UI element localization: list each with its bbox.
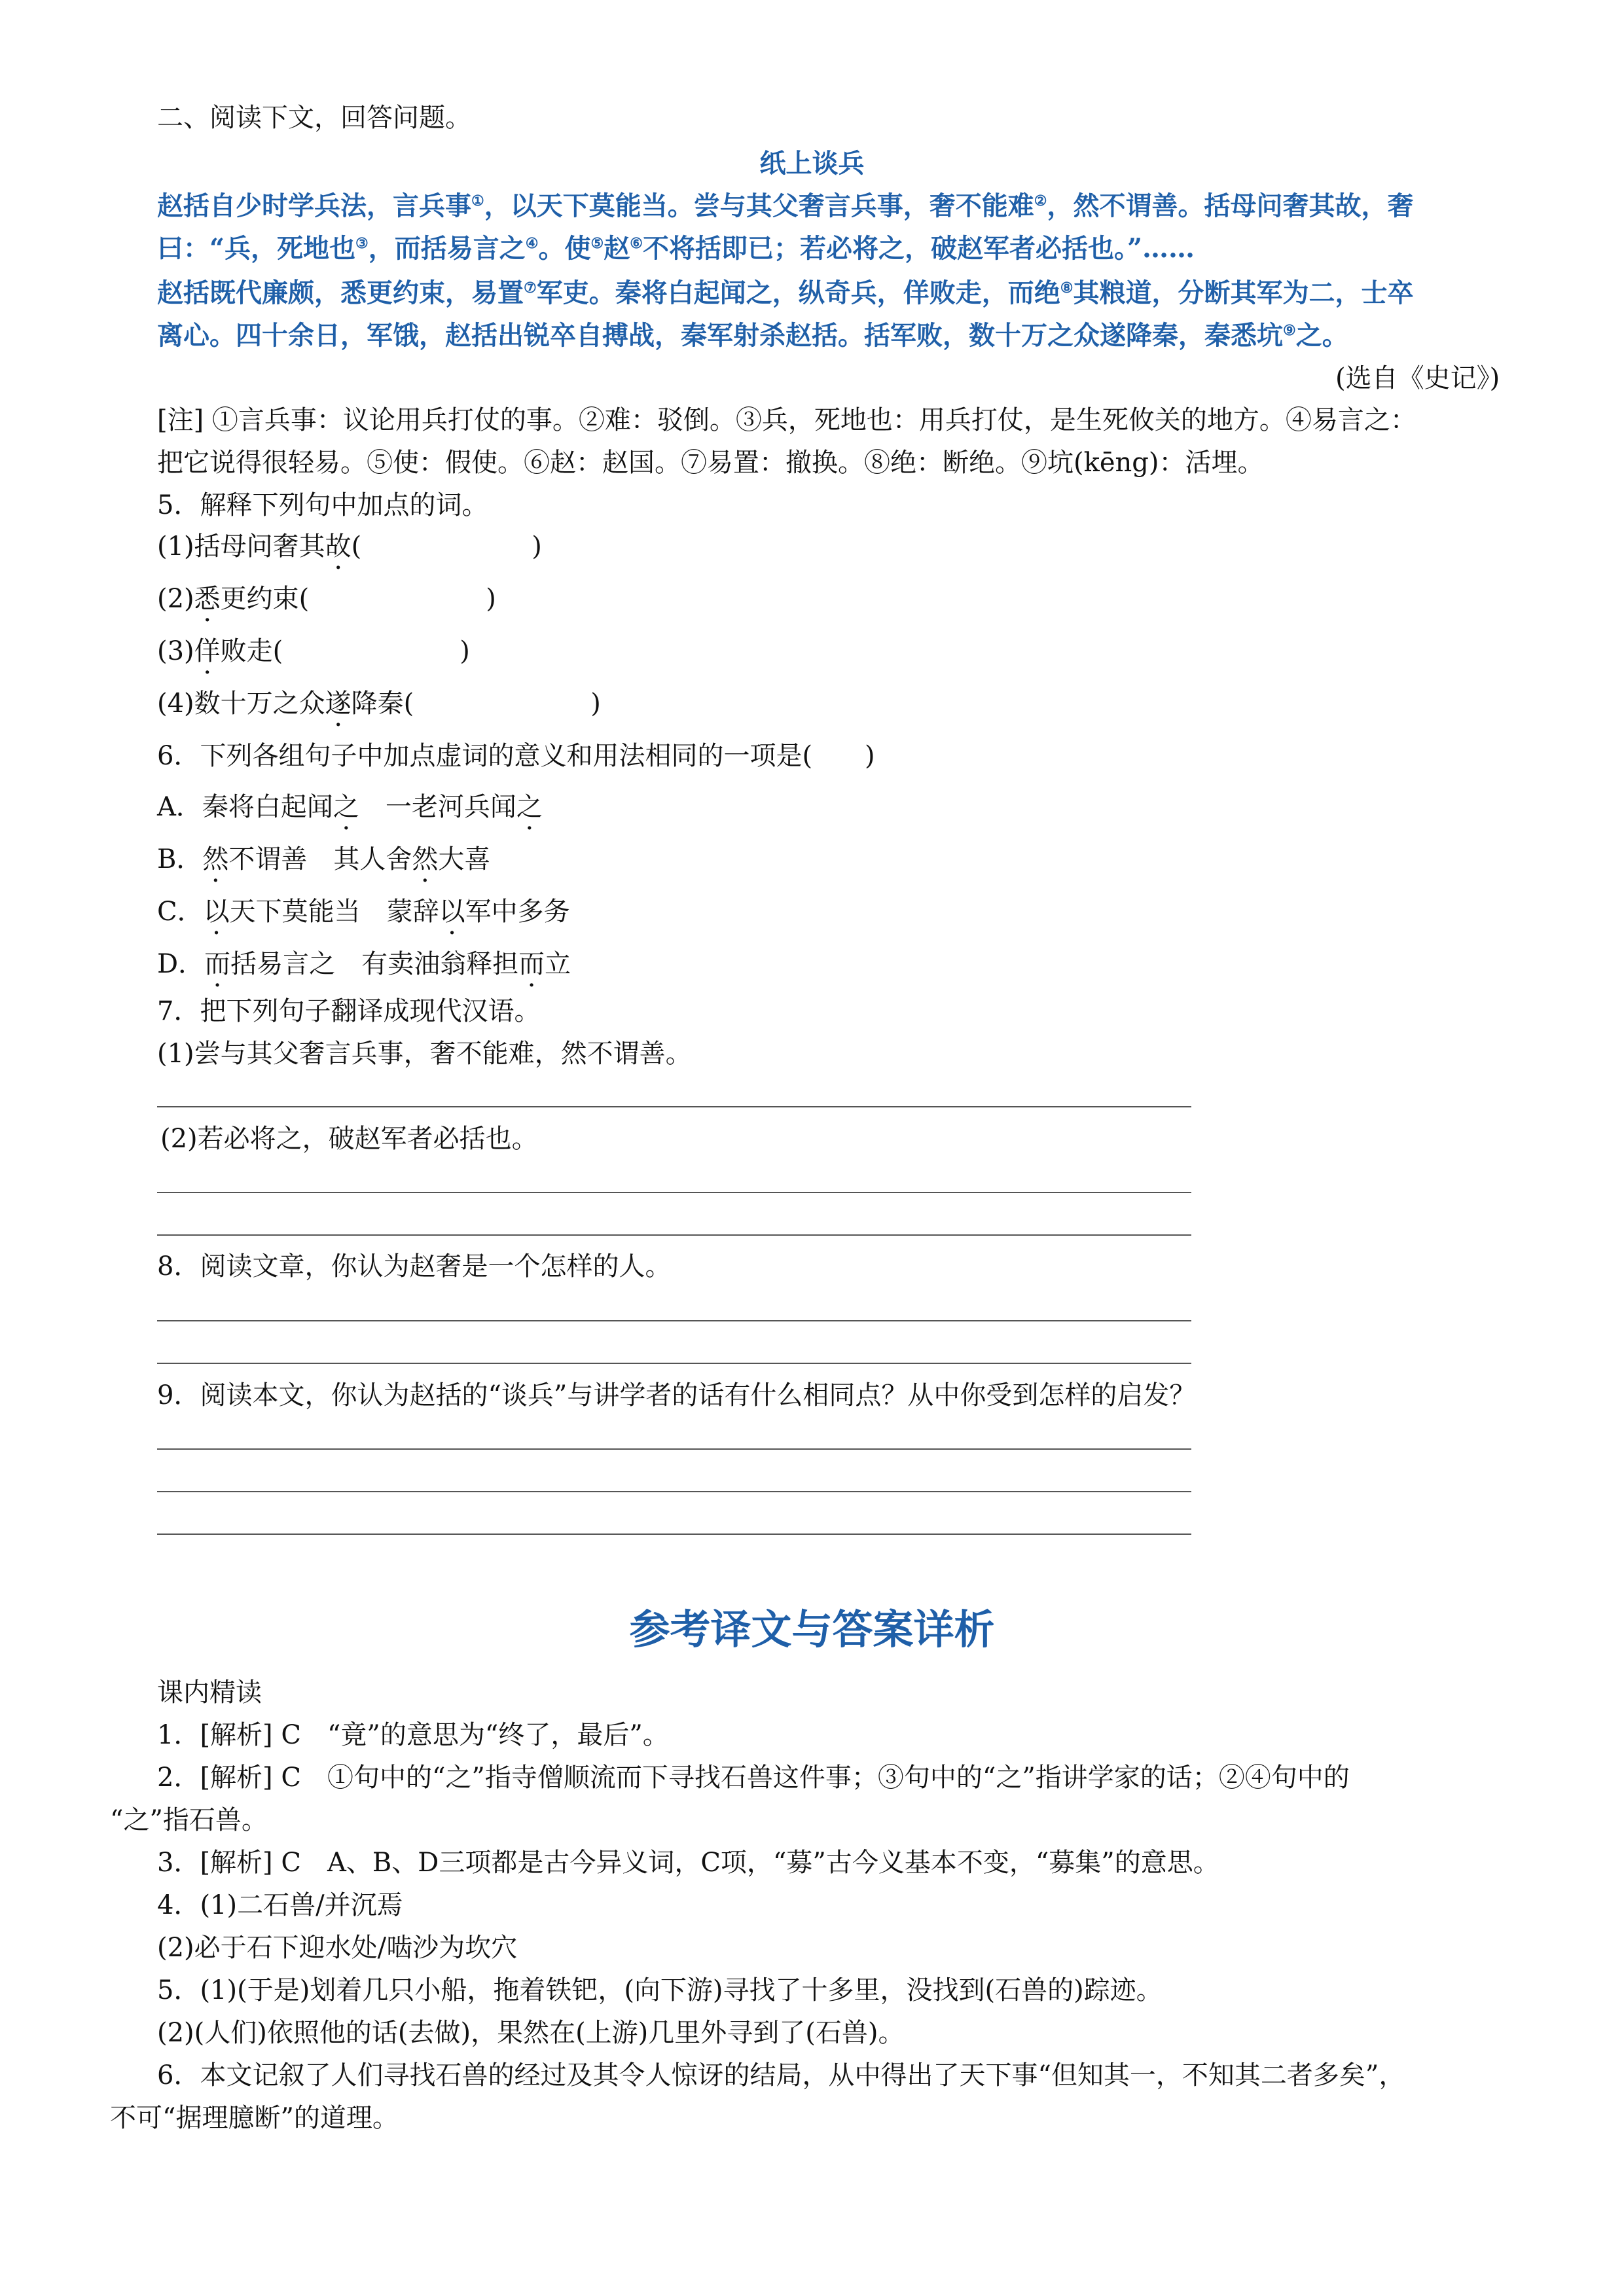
passage-p1-line1: 赵括自少时学兵法，言兵事①，以天下莫能当。尝与其父奢言兵事，奢不能难②，然不谓善。括母问奢其故，奢 (157, 190, 1414, 221)
section-heading: 二、阅读下文，回答问题。 (157, 103, 471, 133)
q7-sentence-2: (2)若必将之，破赵军者必括也。 (160, 1124, 538, 1154)
answer-line[interactable] (157, 1491, 1191, 1492)
q5-stem: 5．解释下列句中加点的词。 (157, 490, 488, 520)
answer-line[interactable] (157, 1363, 1191, 1364)
answer-line[interactable] (157, 1320, 1191, 1321)
q5-item-1: (1)括母问奢其故( ) (157, 531, 542, 562)
answer-line[interactable] (157, 1106, 1191, 1107)
q5-item-3: (3)佯败走( ) (157, 636, 470, 666)
passage-p2-line2: 离心。四十余日，军饿，赵括出锐卒自搏战，秦军射杀赵括。括军败，数十万之众遂降秦，秦悉坑⑨之。 (157, 320, 1348, 351)
answer-3: 3．[解析] C A、B、D三项都是古今异义词，C项，“募”古今义基本不变，“募集”的意思。 (157, 1848, 1219, 1878)
passage-p2-line1: 赵括既代廉颇，悉更约束，易置⑦军吏。秦将白起闻之，纵奇兵，佯败走，而绝⑧其粮道，分断其军为二，士卒 (157, 278, 1414, 308)
q6-option-b: B．然不谓善 其人舍然大喜 (157, 844, 491, 874)
answer-2-line2: “之”指石兽。 (110, 1805, 268, 1835)
answer-6-line1: 6．本文记叙了人们寻找石兽的经过及其令人惊讶的结局，从中得出了天下事“但知其一，不知其二者多矣”， (157, 2060, 1405, 2090)
q6-option-d: D．而括易言之 有卖油翁释担而立 (157, 949, 571, 979)
answer-line[interactable] (157, 1234, 1191, 1236)
passage-p1-line2: 曰：“兵，死地也③，而括易言之④。使⑤赵⑥不将括即已；若必将之，破赵军者必括也。”…… (157, 233, 1195, 264)
notes-line2: 把它说得很轻易。⑤使：假使。⑥赵：赵国。⑦易置：撤换。⑧绝：断绝。⑨坑(kēng)：活埋。 (157, 448, 1264, 478)
answers-title: 参考译文与答案详析 (629, 1605, 995, 1653)
q5-item-4: (4)数十万之众遂降秦( ) (157, 689, 601, 719)
answer-line[interactable] (157, 1192, 1191, 1193)
q8-stem: 8．阅读文章，你认为赵奢是一个怎样的人。 (157, 1251, 672, 1282)
q7-stem: 7．把下列句子翻译成现代汉语。 (157, 996, 541, 1026)
q6-option-a: A．秦将白起闻之 一老河兵闻之 (157, 792, 543, 822)
q9-stem: 9．阅读本文，你认为赵括的“谈兵”与讲学者的话有什么相同点？从中你受到怎样的启发？ (157, 1380, 1196, 1410)
answer-line[interactable] (157, 1534, 1191, 1535)
answers-subheading: 课内精读 (157, 1677, 262, 1708)
answer-1: 1．[解析] C “竟”的意思为“终了，最后”。 (157, 1720, 669, 1750)
passage-source: (选自《史记》) (1335, 363, 1500, 393)
notes-line1: [注] ①言兵事：议论用兵打仗的事。②难：驳倒。③兵，死地也：用兵打仗，是生死攸关的地方。④易言之： (157, 405, 1416, 435)
answer-5-part2: (2)(人们)依照他的话(去做)，果然在(上游)几里外寻到了(石兽)。 (157, 2018, 905, 2048)
answer-4-part2: (2)必于石下迎水处/啮沙为坎穴 (157, 1933, 518, 1963)
q6-stem: 6．下列各组句子中加点虚词的意义和用法相同的一项是( ) (157, 741, 875, 771)
q5-item-2: (2)悉更约束( ) (157, 584, 496, 614)
answer-6-line2: 不可“据理臆断”的道理。 (110, 2103, 399, 2133)
answer-line[interactable] (157, 1448, 1191, 1450)
q6-option-c: C．以天下莫能当 蒙辞以军中多务 (157, 897, 570, 927)
answer-4-part1: 4．(1)二石兽/并沉焉 (157, 1890, 403, 1920)
passage-title: 纸上谈兵 (759, 148, 865, 179)
answer-2-line1: 2．[解析] C ①句中的“之”指寺僧顺流而下寻找石兽这件事；③句中的“之”指讲学家的话；②④句中的 (157, 1763, 1350, 1793)
q7-sentence-1: (1)尝与其父奢言兵事，奢不能难，然不谓善。 (157, 1039, 692, 1069)
answer-5-part1: 5．(1)(于是)划着几只小船，拖着铁钯，(向下游)寻找了十多里，没找到(石兽的)踪迹。 (157, 1975, 1163, 2005)
